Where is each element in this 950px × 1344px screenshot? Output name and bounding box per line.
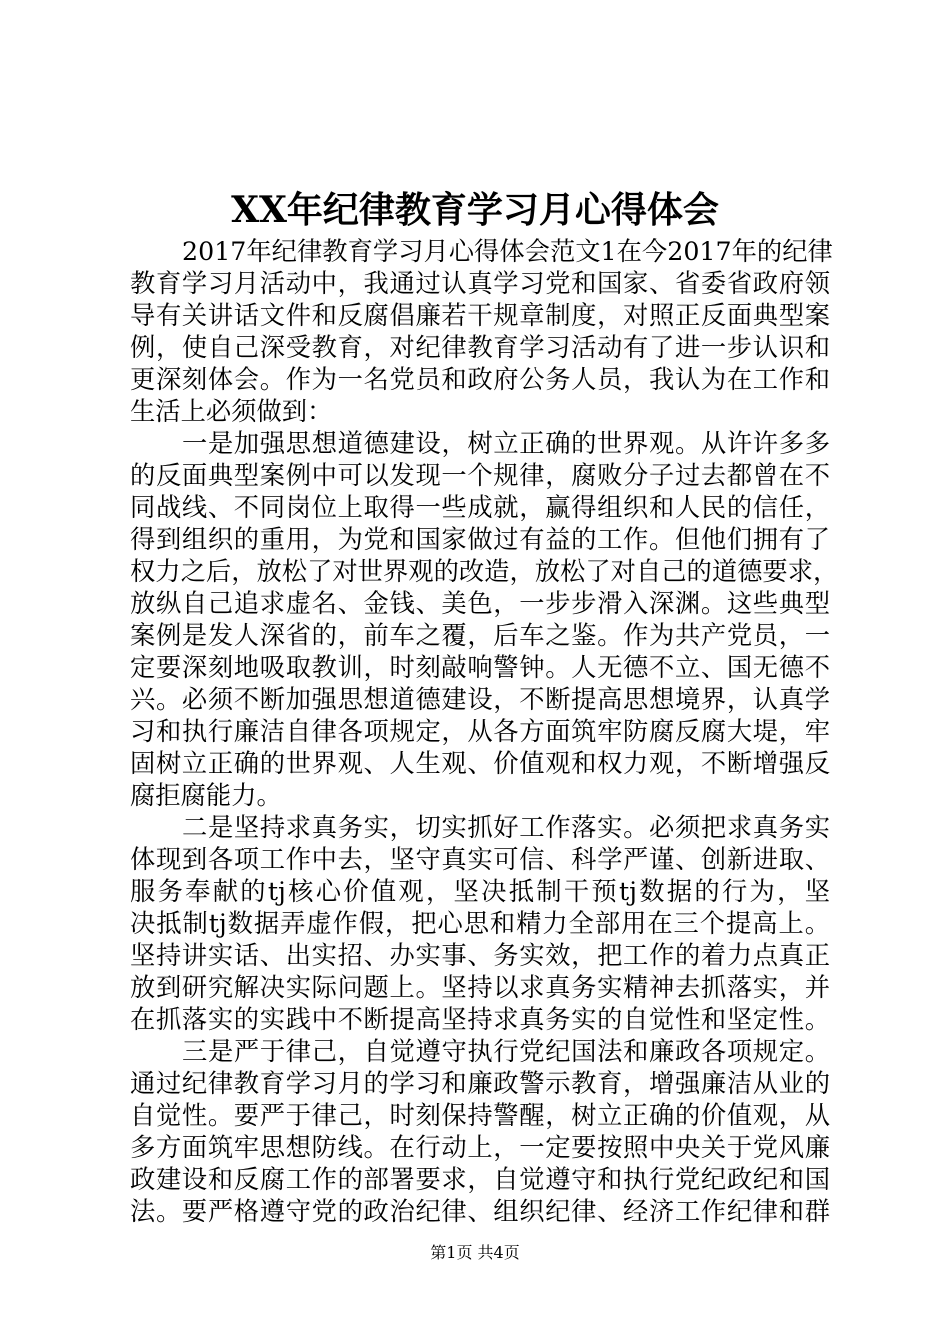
text-line: 导有关讲话文件和反腐倡廉若干规章制度，对照正反面典型案 — [130, 301, 830, 330]
text-line: 得到组织的重用，为党和国家做过有益的工作。但他们拥有了 — [130, 525, 830, 554]
text-line: 同战线、不同岗位上取得一些成就，赢得组织和人民的信任， — [130, 493, 830, 522]
page-title: XX年纪律教育学习月心得体会 — [231, 189, 719, 231]
text-line: 二是坚持求真务实，切实抓好工作落实。必须把求真务实 — [182, 813, 830, 842]
text-line: 固树立正确的世界观、人生观、价值观和权力观，不断增强反 — [130, 749, 830, 778]
text-line: 的反面典型案例中可以发现一个规律，腐败分子过去都曾在不 — [130, 461, 830, 490]
text-line: 体现到各项工作中去，坚守真实可信、科学严谨、创新进取、 — [130, 845, 830, 874]
text-line: 案例是发人深省的，前车之覆，后车之鉴。作为共产党员，一 — [130, 621, 830, 650]
paragraph-1 — [130, 236, 833, 428]
text-line: 一是加强思想道德建设，树立正确的世界观。从许许多多 — [182, 429, 830, 458]
text-line: 通过纪律教育学习月的学习和廉政警示教育，增强廉洁从业的 — [130, 1069, 830, 1098]
document-body — [130, 236, 839, 1228]
text-line: 三是严于律己，自觉遵守执行党纪国法和廉政各项规定。 — [182, 1037, 830, 1066]
page-footer: 第1页 共4页 — [430, 1243, 520, 1262]
text-line: 服务奉献的tj核心价值观，坚决抵制干预tj数据的行为，坚 — [130, 877, 830, 906]
text-line: 更深刻体会。作为一名党员和政府公务人员，我认为在工作和 — [130, 365, 830, 394]
text-line: 教育学习月活动中，我通过认真学习党和国家、省委省政府领 — [130, 269, 830, 298]
text-line: 兴。必须不断加强思想道德建设，不断提高思想境界，认真学 — [130, 685, 830, 714]
text-line: 2017年纪律教育学习月心得体会范文1在今2017年的纪律 — [182, 237, 833, 266]
text-line: 习和执行廉洁自律各项规定，从各方面筑牢防腐反腐大堤，牢 — [130, 717, 830, 746]
text-line: 例，使自己深受教育，对纪律教育学习活动有了进一步认识和 — [130, 333, 830, 362]
text-line: 自觉性。要严于律己，时刻保持警醒，树立正确的价值观，从 — [130, 1101, 830, 1130]
text-line: 定要深刻地吸取教训，时刻敲响警钟。人无德不立、国无德不 — [130, 653, 830, 682]
text-line: 生活上必须做到： — [130, 397, 333, 426]
text-line: 放到研究解决实际问题上。坚持以求真务实精神去抓落实，并 — [130, 973, 830, 1002]
paragraph-3 — [130, 812, 830, 1036]
paragraph-4 — [130, 1036, 830, 1228]
text-line: 决抵制tj数据弄虚作假，把心思和精力全部用在三个提高上。 — [130, 909, 830, 938]
text-line: 政建设和反腐工作的部署要求，自觉遵守和执行党纪政纪和国 — [130, 1165, 830, 1194]
text-line: 腐拒腐能力。 — [130, 781, 282, 810]
text-line: 放纵自己追求虚名、金钱、美色，一步步滑入深渊。这些典型 — [130, 589, 830, 618]
text-line: 法。要严格遵守党的政治纪律、组织纪律、经济工作纪律和群 — [130, 1197, 830, 1226]
text-line: 在抓落实的实践中不断提高坚持求真务实的自觉性和坚定性。 — [130, 1005, 830, 1034]
text-line: 权力之后，放松了对世界观的改造，放松了对自己的道德要求， — [130, 557, 839, 586]
text-line: 多方面筑牢思想防线。在行动上，一定要按照中央关于党风廉 — [130, 1133, 830, 1162]
paragraph-2 — [130, 428, 839, 812]
text-line: 坚持讲实话、出实招、办实事、务实效，把工作的着力点真正 — [130, 941, 830, 970]
